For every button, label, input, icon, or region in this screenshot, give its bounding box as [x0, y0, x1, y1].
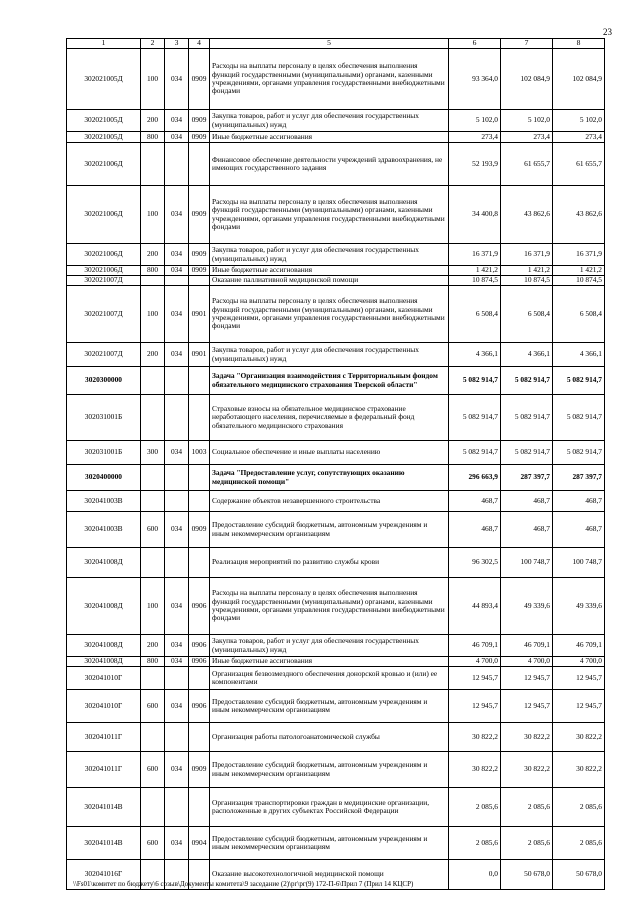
row-code: 3020400000 [67, 465, 141, 491]
row-department: 034 [165, 132, 189, 143]
table-row [67, 512, 605, 548]
row-expense-type: 600 [141, 752, 165, 788]
column-header-3: 3 [165, 39, 189, 49]
table-row [67, 752, 605, 788]
row-value-year1: 12 945,7 [449, 690, 501, 723]
row-department: 034 [165, 186, 189, 244]
row-code: 302031001Б [67, 395, 141, 441]
row-value-year3: 468,7 [553, 491, 605, 512]
row-value-year2: 5 082 914,7 [501, 395, 553, 441]
row-code: 302041003В [67, 512, 141, 548]
table-row [67, 286, 605, 343]
row-department [165, 788, 189, 827]
row-expense-type: 200 [141, 110, 165, 132]
row-value-year2: 6 508,4 [501, 286, 553, 343]
row-description: Оказание высокотехнологичной медицинской помощи [210, 860, 449, 890]
row-section: 0909 [189, 752, 210, 788]
row-value-year3: 50 678,0 [553, 860, 605, 890]
row-section [189, 491, 210, 512]
table-row [67, 690, 605, 723]
row-value-year1: 52 193,9 [449, 143, 501, 186]
row-section: 0901 [189, 286, 210, 343]
row-department: 034 [165, 266, 189, 276]
row-code: 302021006Д [67, 266, 141, 276]
row-expense-type [141, 548, 165, 578]
row-description: Предоставление субсидий бюджетным, автономным учреждениям и иным некоммерческим организациям [210, 690, 449, 723]
row-department [165, 548, 189, 578]
row-value-year2: 50 678,0 [501, 860, 553, 890]
row-code: 302041016Г [67, 860, 141, 890]
row-code: 302041014В [67, 827, 141, 860]
row-value-year2: 4 366,1 [501, 343, 553, 367]
file-path-footer: \\Fs01\комитет по бюджету\6 созыв\Документы комитета\9 заседание (2)\рг\рг(9) 172-П-6\Прил 7 (Прил 14 КЦСР) [73, 880, 414, 888]
row-value-year2: 4 700,0 [501, 657, 553, 667]
row-description: Финансовое обеспечение деятельности учреждений здравоохранения, не имеющих государственного задания [210, 143, 449, 186]
row-value-year3: 2 085,6 [553, 788, 605, 827]
page-number: 23 [603, 27, 612, 37]
row-code: 302021006Д [67, 244, 141, 266]
column-header-1: 1 [67, 39, 141, 49]
row-value-year1: 468,7 [449, 512, 501, 548]
row-description: Реализация мероприятий по развитию службы крови [210, 548, 449, 578]
row-department: 034 [165, 635, 189, 657]
row-description: Закупка товаров, работ и услуг для обеспечения государственных (муниципальных) нужд [210, 110, 449, 132]
row-value-year1: 6 508,4 [449, 286, 501, 343]
table-row [67, 343, 605, 367]
row-value-year2: 12 945,7 [501, 690, 553, 723]
table-row [67, 657, 605, 667]
row-section [189, 788, 210, 827]
row-description: Оказание паллиативной медицинской помощи [210, 276, 449, 286]
table-row [67, 723, 605, 752]
row-department: 034 [165, 578, 189, 635]
row-department: 034 [165, 752, 189, 788]
row-section [189, 548, 210, 578]
row-expense-type: 300 [141, 441, 165, 465]
row-value-year1: 34 400,8 [449, 186, 501, 244]
row-code: 302031001Б [67, 441, 141, 465]
row-description: Организация безвозмездного обеспечения донорской кровью и (или) ее компонентами [210, 667, 449, 690]
row-code: 302021007Д [67, 286, 141, 343]
row-expense-type [141, 491, 165, 512]
row-value-year1: 46 709,1 [449, 635, 501, 657]
row-section: 0906 [189, 690, 210, 723]
row-value-year3: 273,4 [553, 132, 605, 143]
row-value-year2: 61 655,7 [501, 143, 553, 186]
row-department: 034 [165, 441, 189, 465]
row-description: Расходы на выплаты персоналу в целях обеспечения выполнения функций государственными (муниципальными) органами, казенными учреждениями, органами управления государственными внебюджетными фондами [210, 286, 449, 343]
row-value-year2: 468,7 [501, 491, 553, 512]
row-value-year3: 6 508,4 [553, 286, 605, 343]
row-value-year3: 16 371,9 [553, 244, 605, 266]
row-value-year2: 287 397,7 [501, 465, 553, 491]
row-value-year3: 43 862,6 [553, 186, 605, 244]
row-description: Расходы на выплаты персоналу в целях обеспечения выполнения функций государственными (муниципальными) органами, казенными учреждениями, органами управления государственными внебюджетными фондами [210, 49, 449, 110]
row-description: Предоставление субсидий бюджетным, автономным учреждениям и иным некоммерческим организациям [210, 752, 449, 788]
row-department: 034 [165, 657, 189, 667]
table-row [67, 667, 605, 690]
row-value-year3: 30 822,2 [553, 752, 605, 788]
row-description: Задача "Организация взаимодействия с Территориальным фондом обязательного медицинского страхования Тверской области" [210, 367, 449, 395]
row-expense-type: 200 [141, 635, 165, 657]
row-department [165, 367, 189, 395]
row-section: 0906 [189, 657, 210, 667]
row-section [189, 276, 210, 286]
row-section: 0909 [189, 512, 210, 548]
row-value-year3: 4 700,0 [553, 657, 605, 667]
column-header-8: 8 [553, 39, 605, 49]
table-row [67, 49, 605, 110]
row-department: 034 [165, 690, 189, 723]
table-body [67, 49, 605, 890]
row-value-year1: 4 366,1 [449, 343, 501, 367]
row-code: 302041003В [67, 491, 141, 512]
row-expense-type [141, 276, 165, 286]
column-header-5: 5 [210, 39, 449, 49]
row-expense-type: 100 [141, 186, 165, 244]
row-expense-type: 200 [141, 244, 165, 266]
row-expense-type [141, 395, 165, 441]
row-value-year3: 5 082 914,7 [553, 395, 605, 441]
row-description: Расходы на выплаты персоналу в целях обеспечения выполнения функций государственными (муниципальными) органами, казенными учреждениями, органами управления государственными внебюджетными фондами [210, 578, 449, 635]
table-row [67, 367, 605, 395]
row-section: 0904 [189, 827, 210, 860]
row-value-year1: 44 893,4 [449, 578, 501, 635]
row-department: 034 [165, 49, 189, 110]
row-expense-type: 800 [141, 657, 165, 667]
table-header-row [67, 39, 605, 49]
table-row [67, 465, 605, 491]
budget-table [66, 38, 605, 890]
row-section: 0901 [189, 343, 210, 367]
row-expense-type [141, 723, 165, 752]
row-value-year1: 10 874,5 [449, 276, 501, 286]
row-description: Организация транспортировки граждан в медицинские организации, расположенные в других субъектах Российской Федерации [210, 788, 449, 827]
row-expense-type: 600 [141, 690, 165, 723]
table-row [67, 788, 605, 827]
row-expense-type: 100 [141, 286, 165, 343]
row-value-year2: 2 085,6 [501, 788, 553, 827]
row-value-year3: 30 822,2 [553, 723, 605, 752]
row-section [189, 723, 210, 752]
row-section [189, 143, 210, 186]
row-expense-type [141, 465, 165, 491]
row-department [165, 143, 189, 186]
row-department: 034 [165, 286, 189, 343]
row-expense-type [141, 143, 165, 186]
row-value-year3: 4 366,1 [553, 343, 605, 367]
row-value-year3: 102 084,9 [553, 49, 605, 110]
row-value-year3: 2 085,6 [553, 827, 605, 860]
row-value-year2: 468,7 [501, 512, 553, 548]
row-code: 302021006Д [67, 143, 141, 186]
row-value-year1: 30 822,2 [449, 723, 501, 752]
row-value-year2: 16 371,9 [501, 244, 553, 266]
row-department: 034 [165, 244, 189, 266]
row-department: 034 [165, 343, 189, 367]
row-expense-type: 600 [141, 827, 165, 860]
row-department [165, 465, 189, 491]
row-value-year3: 12 945,7 [553, 690, 605, 723]
table-row [67, 491, 605, 512]
table-row [67, 110, 605, 132]
row-description: Предоставление субсидий бюджетным, автономным учреждениям и иным некоммерческим организациям [210, 827, 449, 860]
row-code: 302021005Д [67, 49, 141, 110]
table-row [67, 276, 605, 286]
table-row [67, 143, 605, 186]
row-expense-type: 800 [141, 266, 165, 276]
row-value-year1: 5 082 914,7 [449, 367, 501, 395]
row-value-year3: 287 397,7 [553, 465, 605, 491]
row-code: 302041008Д [67, 578, 141, 635]
row-department: 034 [165, 110, 189, 132]
row-value-year3: 49 339,6 [553, 578, 605, 635]
row-code: 302041011Г [67, 723, 141, 752]
row-value-year3: 1 421,2 [553, 266, 605, 276]
row-code: 302041010Г [67, 690, 141, 723]
row-value-year1: 0,0 [449, 860, 501, 890]
row-description: Организация работы патологоанатомической службы [210, 723, 449, 752]
row-value-year3: 5 082 914,7 [553, 441, 605, 465]
row-description: Закупка товаров, работ и услуг для обеспечения государственных (муниципальных) нужд [210, 343, 449, 367]
row-section: 0909 [189, 244, 210, 266]
row-value-year1: 2 085,6 [449, 788, 501, 827]
row-value-year2: 49 339,6 [501, 578, 553, 635]
row-value-year1: 12 945,7 [449, 667, 501, 690]
table-row [67, 578, 605, 635]
column-header-4: 4 [189, 39, 210, 49]
row-value-year3: 12 945,7 [553, 667, 605, 690]
row-value-year2: 43 862,6 [501, 186, 553, 244]
table-row [67, 266, 605, 276]
row-description: Иные бюджетные ассигнования [210, 132, 449, 143]
row-expense-type [141, 788, 165, 827]
row-expense-type: 800 [141, 132, 165, 143]
table-row [67, 395, 605, 441]
row-value-year1: 296 663,9 [449, 465, 501, 491]
row-value-year2: 10 874,5 [501, 276, 553, 286]
row-description: Содержание объектов незавершенного строительства [210, 491, 449, 512]
row-section: 0909 [189, 49, 210, 110]
row-section [189, 367, 210, 395]
column-header-6: 6 [449, 39, 501, 49]
row-code: 302021005Д [67, 132, 141, 143]
table-row [67, 132, 605, 143]
row-value-year2: 5 082 914,7 [501, 367, 553, 395]
table-row [67, 635, 605, 657]
row-value-year3: 61 655,7 [553, 143, 605, 186]
row-value-year2: 5 082 914,7 [501, 441, 553, 465]
row-description: Социальное обеспечение и иные выплаты населению [210, 441, 449, 465]
row-value-year1: 468,7 [449, 491, 501, 512]
row-code: 302021007Д [67, 343, 141, 367]
row-section: 0906 [189, 578, 210, 635]
table-row [67, 186, 605, 244]
row-value-year2: 12 945,7 [501, 667, 553, 690]
row-value-year1: 5 082 914,7 [449, 395, 501, 441]
row-description: Закупка товаров, работ и услуг для обеспечения государственных (муниципальных) нужд [210, 635, 449, 657]
row-description: Закупка товаров, работ и услуг для обеспечения государственных (муниципальных) нужд [210, 244, 449, 266]
row-section: 0909 [189, 266, 210, 276]
row-section: 0906 [189, 635, 210, 657]
row-code: 3020300000 [67, 367, 141, 395]
column-header-7: 7 [501, 39, 553, 49]
row-code: 302021005Д [67, 110, 141, 132]
row-value-year3: 46 709,1 [553, 635, 605, 657]
row-department [165, 491, 189, 512]
row-value-year1: 93 364,0 [449, 49, 501, 110]
row-value-year1: 96 302,5 [449, 548, 501, 578]
row-expense-type: 200 [141, 343, 165, 367]
row-value-year2: 102 084,9 [501, 49, 553, 110]
row-department [165, 723, 189, 752]
row-section [189, 465, 210, 491]
table-row [67, 548, 605, 578]
row-value-year1: 5 102,0 [449, 110, 501, 132]
row-value-year1: 1 421,2 [449, 266, 501, 276]
table-row [67, 441, 605, 465]
row-department: 034 [165, 827, 189, 860]
row-code: 302021007Д [67, 276, 141, 286]
row-section: 0909 [189, 110, 210, 132]
row-expense-type: 100 [141, 578, 165, 635]
row-value-year2: 5 102,0 [501, 110, 553, 132]
row-code: 302041011Г [67, 752, 141, 788]
row-value-year2: 46 709,1 [501, 635, 553, 657]
row-value-year1: 16 371,9 [449, 244, 501, 266]
row-value-year3: 100 748,7 [553, 548, 605, 578]
row-expense-type: 600 [141, 512, 165, 548]
row-description: Предоставление субсидий бюджетным, автономным учреждениям и иным некоммерческим организациям [210, 512, 449, 548]
row-value-year2: 273,4 [501, 132, 553, 143]
row-description: Задача "Предоставление услуг, сопутствующих оказанию медицинской помощи" [210, 465, 449, 491]
row-description: Иные бюджетные ассигнования [210, 266, 449, 276]
row-value-year3: 5 102,0 [553, 110, 605, 132]
column-header-2: 2 [141, 39, 165, 49]
row-code: 302041008Д [67, 635, 141, 657]
row-section: 1003 [189, 441, 210, 465]
row-code: 302041008Д [67, 548, 141, 578]
row-value-year1: 273,4 [449, 132, 501, 143]
row-code: 302041014В [67, 788, 141, 827]
row-code: 302021006Д [67, 186, 141, 244]
row-description: Страховые взносы на обязательное медицинское страхование неработающего населения, перечисляемые в федеральный фонд обязательного медицинского страхования [210, 395, 449, 441]
row-expense-type [141, 367, 165, 395]
row-department: 034 [165, 512, 189, 548]
row-value-year2: 30 822,2 [501, 752, 553, 788]
row-value-year1: 4 700,0 [449, 657, 501, 667]
table-row [67, 827, 605, 860]
row-section: 0909 [189, 186, 210, 244]
row-section: 0909 [189, 132, 210, 143]
row-value-year3: 468,7 [553, 512, 605, 548]
row-value-year3: 5 082 914,7 [553, 367, 605, 395]
row-department [165, 395, 189, 441]
row-value-year1: 2 085,6 [449, 827, 501, 860]
row-value-year2: 2 085,6 [501, 827, 553, 860]
row-value-year2: 100 748,7 [501, 548, 553, 578]
row-value-year1: 30 822,2 [449, 752, 501, 788]
row-department [165, 667, 189, 690]
row-section [189, 667, 210, 690]
row-code: 302041008Д [67, 657, 141, 667]
row-value-year1: 5 082 914,7 [449, 441, 501, 465]
row-department [165, 276, 189, 286]
row-code: 302041010Г [67, 667, 141, 690]
row-value-year2: 30 822,2 [501, 723, 553, 752]
row-section [189, 395, 210, 441]
row-value-year2: 1 421,2 [501, 266, 553, 276]
row-expense-type [141, 667, 165, 690]
table-row [67, 244, 605, 266]
row-value-year3: 10 874,5 [553, 276, 605, 286]
row-description: Расходы на выплаты персоналу в целях обеспечения выполнения функций государственными (муниципальными) органами, казенными учреждениями, органами управления государственными внебюджетными фондами [210, 186, 449, 244]
row-expense-type: 100 [141, 49, 165, 110]
row-description: Иные бюджетные ассигнования [210, 657, 449, 667]
